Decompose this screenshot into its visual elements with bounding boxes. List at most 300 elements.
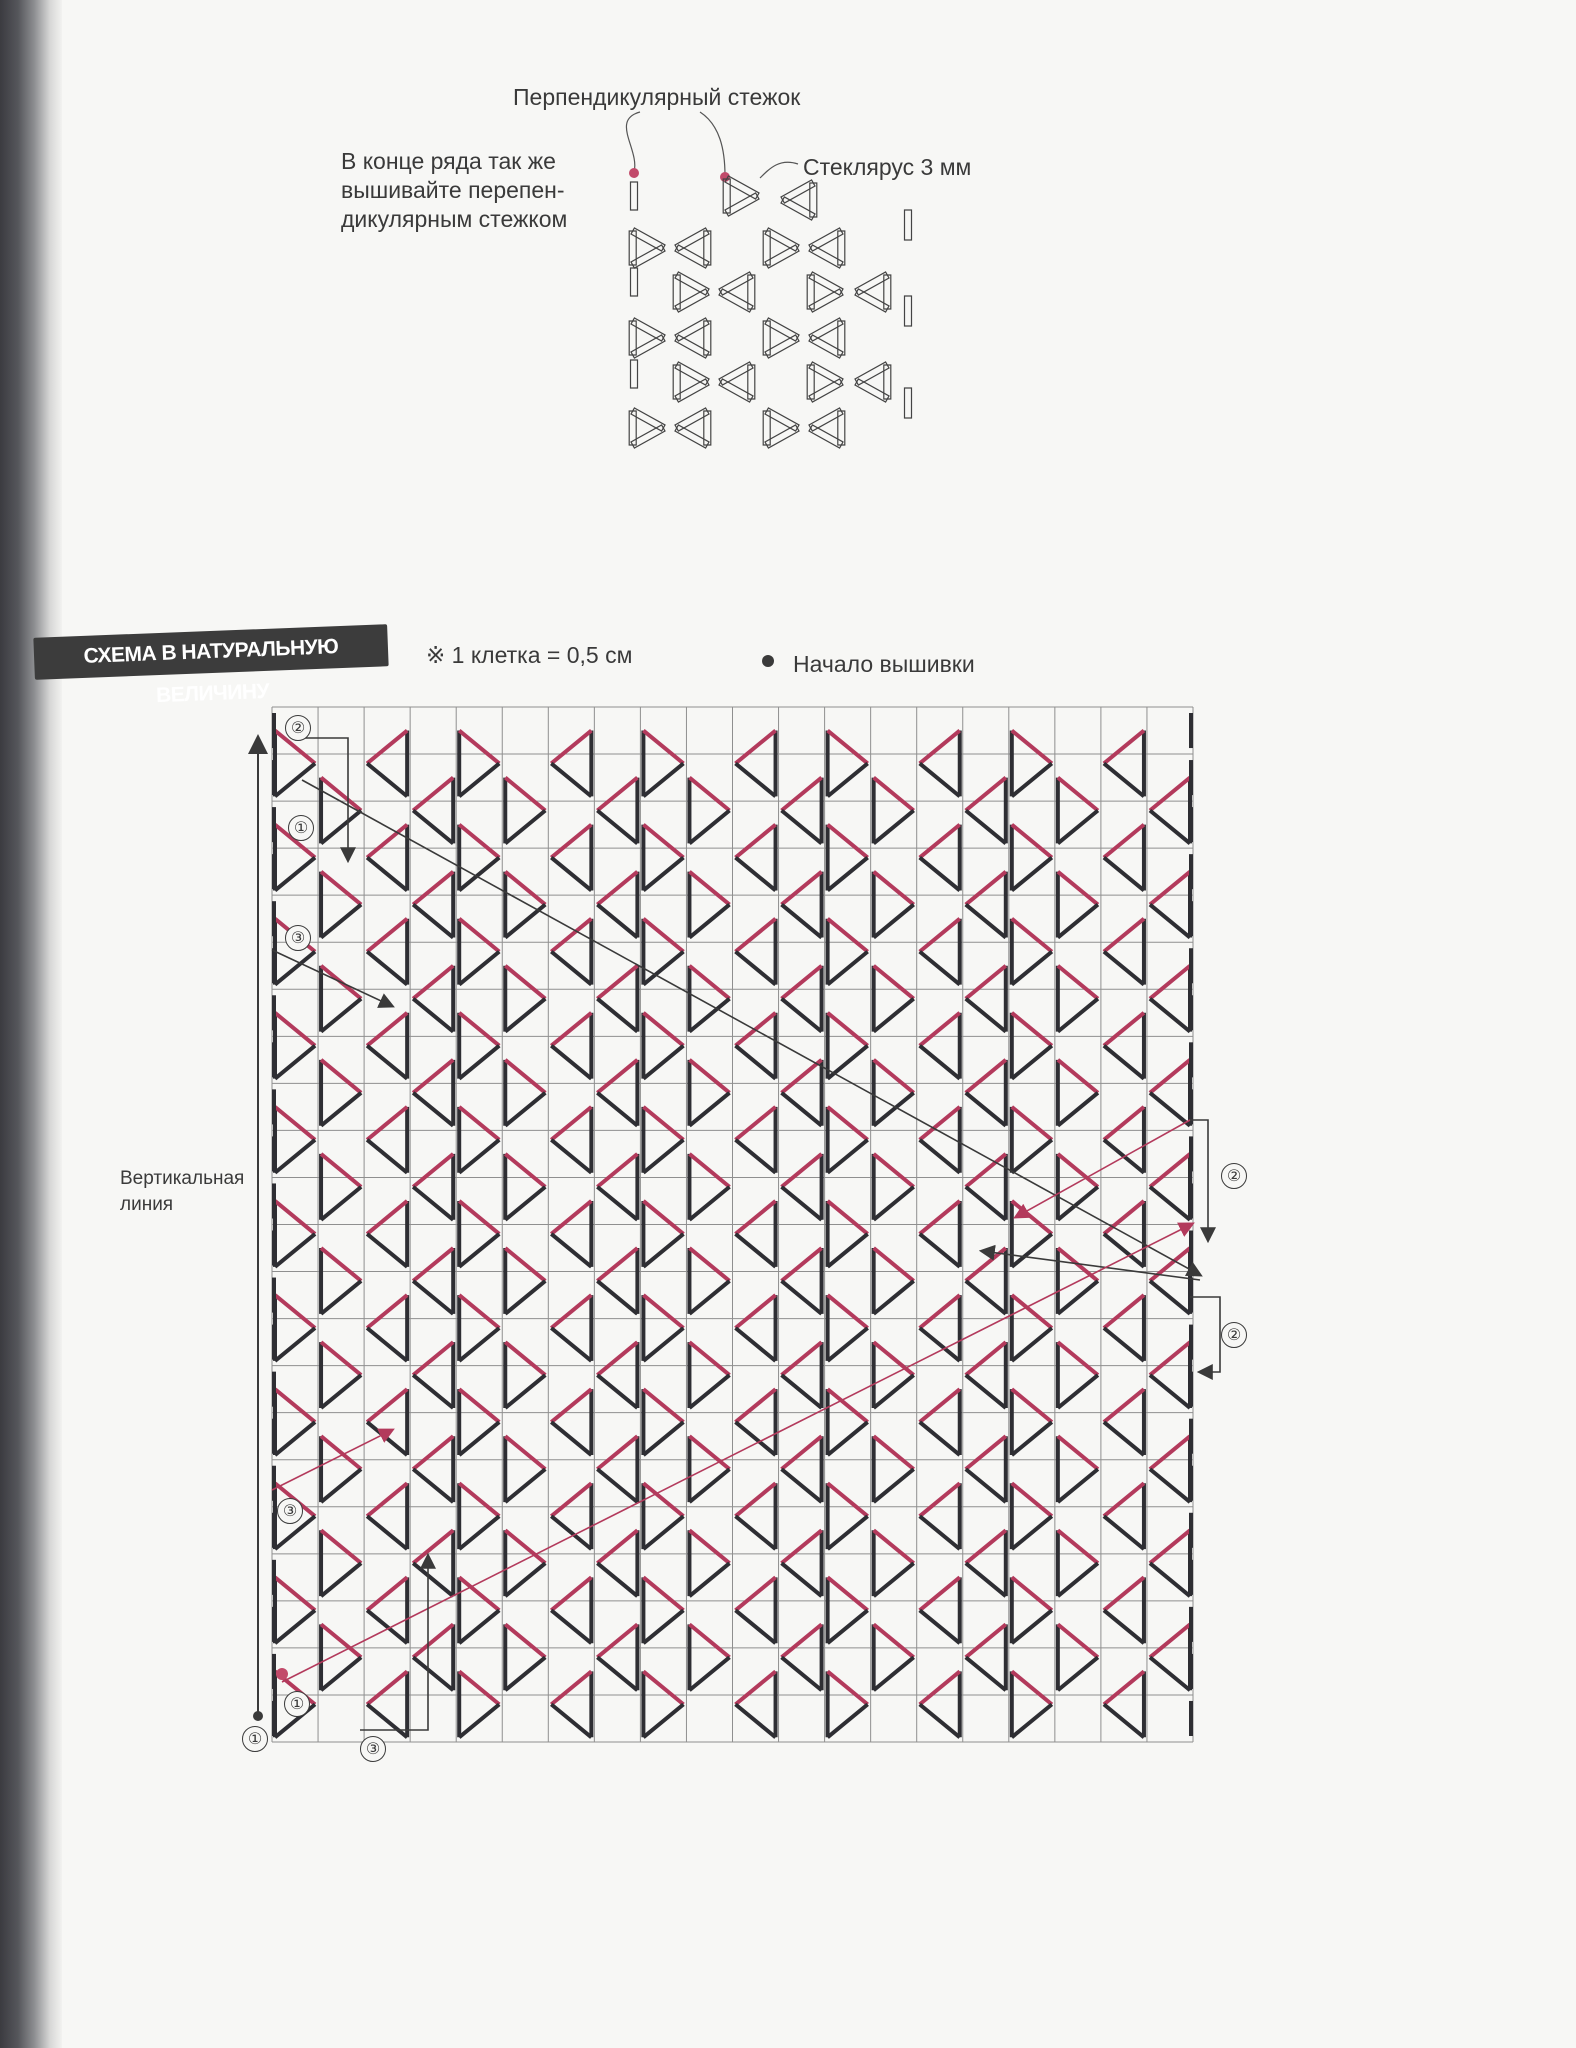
bead-stitch [367,1234,407,1267]
step-number-3-bottom: ③ [360,1736,386,1762]
bead-stitch [367,1201,407,1234]
bead-stitch [874,811,914,844]
bead-stitch [966,999,1006,1032]
bead-stitch [459,1046,499,1079]
bead-stitch [1012,1046,1052,1079]
bead-stitch [413,1342,453,1375]
bead-stitch [321,1375,361,1408]
bead-stitch [367,1107,407,1140]
bead-stitch [782,1154,822,1187]
bead-stitch [551,1201,591,1234]
bead-stitch [874,966,914,999]
bead-stitch [643,1483,683,1516]
bead-stitch [413,1187,453,1220]
bead-stitch [551,858,591,891]
bead-stitch [505,1342,545,1375]
bead-stitch [1104,1295,1144,1328]
bead-stitch [643,1610,683,1643]
bead-stitch [1012,825,1052,858]
bead-stitch [1058,1530,1098,1563]
bead-stitch [828,1013,868,1046]
bead-stitch [736,1516,776,1549]
bead-stitch [736,1577,776,1610]
bead-stitch [1104,858,1144,891]
bead-stitch [413,1563,453,1596]
bead-stitch [1150,872,1190,905]
callout-dot-right [720,172,730,182]
bead-stitch [782,1248,822,1281]
bead-stitch [920,1422,960,1455]
bead-stitch [1012,1483,1052,1516]
bead-stitch [275,1013,315,1046]
bead-stitch [1104,1328,1144,1361]
bead-stitch [966,811,1006,844]
bead-stitch [643,1328,683,1361]
bead-stitch [1058,1093,1098,1126]
bead-stitch [597,1093,637,1126]
bead-stitch [782,1563,822,1596]
bead-stitch [459,763,499,796]
bead-stitch [689,999,729,1032]
bead-stitch [966,1281,1006,1314]
bead-stitch [828,952,868,985]
bead-stitch [367,919,407,952]
bead-stitch [643,1516,683,1549]
bead-stitch [1104,1516,1144,1549]
bead-stitch [413,905,453,938]
bead-stitch [874,1248,914,1281]
bead-stitch [920,763,960,796]
bead-stitch [782,1624,822,1657]
bead-stitch [966,966,1006,999]
step-number-1-start: ① [242,1726,268,1752]
bead-stitch [782,1060,822,1093]
bead-stitch [689,1281,729,1314]
mini-bead-diagram [629,176,911,448]
bead-stitch [367,1140,407,1173]
vertical-line-label-line-2: линия [120,1194,174,1215]
bead-stitch [1150,1154,1190,1187]
bead-stitch [1104,1389,1144,1422]
bead-stitch [1104,1483,1144,1516]
bead-stitch [597,1060,637,1093]
bead-stitch [1150,1624,1190,1657]
bead-stitch [920,825,960,858]
bead-stitch [505,1624,545,1657]
bead-stitch [275,1422,315,1455]
bead-stitch [874,1657,914,1690]
bead-stitch [736,1140,776,1173]
bead-stitch [275,1201,315,1234]
row-end-note-line-2: вышивайте перепен- [341,177,565,203]
bead-stitch [966,778,1006,811]
bead-stitch [920,1234,960,1267]
bead-stitch [551,1013,591,1046]
bead-stitch [828,1671,868,1704]
bead-stitch [367,952,407,985]
bead-stitch [1012,1610,1052,1643]
vertical-line-start-dot [253,1711,263,1721]
bead-stitch [597,1469,637,1502]
bead-stitch [736,1704,776,1737]
bead-stitch [1150,966,1190,999]
bead-stitch [782,1093,822,1126]
bead-stitch [367,825,407,858]
bead-stitch [736,763,776,796]
bead-stitch [828,919,868,952]
bead-stitch [828,1389,868,1422]
bead-stitch [321,1342,361,1375]
bead-stitch [459,1704,499,1737]
bead-stitch [874,1469,914,1502]
start-legend-label: Начало вышивки [793,651,975,677]
bead-stitch [551,1577,591,1610]
bead-stitch [551,1046,591,1079]
bead-stitch [1104,1704,1144,1737]
bead-stitch [874,905,914,938]
bead-stitch [643,1046,683,1079]
bead-stitch [920,1577,960,1610]
bead-stitch [459,919,499,952]
bead-stitch [689,1060,729,1093]
bead-stitch [966,1060,1006,1093]
full-size-chart [253,707,1220,1742]
bead-stitch [551,1140,591,1173]
bead-stitch [459,1328,499,1361]
bead-stitch [689,811,729,844]
bead-stitch [1150,811,1190,844]
step-number-2-right-lower: ② [1221,1322,1247,1348]
bead-stitch [1150,1342,1190,1375]
bead-stitch [275,1389,315,1422]
bead-stitch [321,811,361,844]
step-number-1-bottom: ① [284,1691,310,1717]
bead-stitch [1150,1469,1190,1502]
bead-stitch [413,1469,453,1502]
bead-stitch [597,1624,637,1657]
bead-stitch [551,1295,591,1328]
bead-stitch [275,1046,315,1079]
bead-stitch [782,1469,822,1502]
bead-stitch [459,1671,499,1704]
bead-stitch [874,1060,914,1093]
bead-stitch [1150,1657,1190,1690]
bead-stitch [874,1375,914,1408]
bead-stitch [1058,1436,1098,1469]
bead-stitch [1058,1375,1098,1408]
bead-stitch [1104,731,1144,764]
bead-stitch [643,763,683,796]
bead-stitch [828,1516,868,1549]
bead-stitch [1012,1328,1052,1361]
bead-stitch [413,1657,453,1690]
bead-stitch [321,1657,361,1690]
bugle-bead-label: Стеклярус 3 мм [803,154,972,180]
bead-stitch [1104,1201,1144,1234]
bead-stitch [505,905,545,938]
bead-stitch [275,1295,315,1328]
bead-stitch [321,1436,361,1469]
bead-stitch [459,1295,499,1328]
bead-stitch [413,1248,453,1281]
scale-note: ※ 1 клетка = 0,5 см [426,642,633,668]
bead-stitch [459,1234,499,1267]
bead-stitch [597,778,637,811]
bead-stitch [643,1389,683,1422]
bead-stitch [736,731,776,764]
bead-stitch [459,825,499,858]
bead-stitch [782,778,822,811]
bead-stitch [505,1375,545,1408]
bead-stitch [505,778,545,811]
bead-stitch [689,1342,729,1375]
bead-stitch [1058,1563,1098,1596]
bead-stitch [689,778,729,811]
bead-stitch [689,1187,729,1220]
bead-stitch [321,905,361,938]
bead-stitch [736,1295,776,1328]
bead-stitch [367,1013,407,1046]
bead-stitch [874,872,914,905]
bead-stitch [1104,1046,1144,1079]
arrow-pink-return [1016,1120,1190,1217]
step-number-2-right-upper: ② [1221,1163,1247,1189]
bead-stitch [1058,966,1098,999]
bead-stitch [1012,731,1052,764]
bugle-bead [905,388,912,418]
bead-stitch [505,872,545,905]
bead-stitch [321,872,361,905]
bead-stitch [828,858,868,891]
bead-stitch [459,1610,499,1643]
bead-stitch [736,1610,776,1643]
bead-stitch [689,1563,729,1596]
bead-stitch [736,825,776,858]
bead-stitch [828,1422,868,1455]
bead-stitch [736,919,776,952]
bead-stitch [413,1624,453,1657]
bead-stitch [782,1530,822,1563]
bead-stitch [275,858,315,891]
bead-stitch [966,1563,1006,1596]
bead-stitch [874,1154,914,1187]
bead-stitch [1104,1610,1144,1643]
bead-stitch [367,858,407,891]
bead-stitch [597,872,637,905]
bead-stitch [321,1530,361,1563]
bead-stitch [736,1483,776,1516]
bead-stitch [321,1281,361,1314]
bead-stitch [413,778,453,811]
bead-stitch [828,1610,868,1643]
bead-stitch [874,1187,914,1220]
bead-stitch [966,1657,1006,1690]
bead-stitch [367,1704,407,1737]
bead-stitch [1012,1704,1052,1737]
bead-stitch [874,1342,914,1375]
bead-stitch [275,1234,315,1267]
bead-stitch [828,1328,868,1361]
bead-stitch [551,731,591,764]
bead-stitch [551,1610,591,1643]
bead-stitch [643,858,683,891]
bead-stitch [920,1671,960,1704]
bead-stitch [597,1342,637,1375]
bead-stitch [736,1328,776,1361]
bead-stitch [505,966,545,999]
bead-stitch [1150,999,1190,1032]
bead-stitch [1012,1201,1052,1234]
bead-stitch [920,1610,960,1643]
step-number-1-top: ① [288,815,314,841]
bead-stitch [966,1530,1006,1563]
bead-stitch [1104,1107,1144,1140]
bead-stitch [782,999,822,1032]
bead-stitch [782,1436,822,1469]
bead-stitch [321,1060,361,1093]
bead-stitch [413,1281,453,1314]
bead-stitch [551,1704,591,1737]
bugle-bead [905,296,912,326]
bead-stitch [1058,1060,1098,1093]
bead-stitch [782,1342,822,1375]
bead-stitch [782,905,822,938]
bead-stitch [1150,1375,1190,1408]
bead-stitch [782,966,822,999]
bead-stitch [689,1154,729,1187]
bead-stitch [966,1154,1006,1187]
start-legend-dot [762,655,774,667]
bead-stitch [413,1060,453,1093]
bead-stitch [689,966,729,999]
bead-stitch [367,1516,407,1549]
bead-stitch [413,1530,453,1563]
bead-stitch [1012,919,1052,952]
bead-stitch [459,1107,499,1140]
bead-stitch [505,1657,545,1690]
bead-stitch [597,966,637,999]
bead-stitch [597,1187,637,1220]
leader-line-right [700,112,725,176]
bead-stitch [966,1187,1006,1220]
bead-stitch [736,1234,776,1267]
bead-stitch [505,1281,545,1314]
bead-stitch [551,763,591,796]
bead-stitch [1058,811,1098,844]
bead-stitch [459,1389,499,1422]
start-dot [276,1668,288,1680]
bead-stitch [505,999,545,1032]
bead-stitch [551,1107,591,1140]
bead-stitch [1150,778,1190,811]
bead-stitch [1058,1281,1098,1314]
bead-stitch [1104,919,1144,952]
bead-stitch [1150,1093,1190,1126]
bead-stitch [505,1187,545,1220]
bead-stitch [367,731,407,764]
bead-stitch [920,1201,960,1234]
full-size-chart-banner: СХЕМА В НАТУРАЛЬНУЮ ВЕЛИЧИНУ [33,624,388,680]
bead-stitch [736,1389,776,1422]
row-end-note-line-1: В конце ряда так же [341,148,556,174]
bead-stitch [413,999,453,1032]
bead-stitch [275,1577,315,1610]
bead-stitch [920,919,960,952]
bead-stitch [597,1657,637,1690]
bead-stitch [597,1281,637,1314]
bead-stitch [643,1671,683,1704]
bead-stitch [321,1469,361,1502]
perpendicular-stitch-label: Перпендикулярный стежок [513,84,801,110]
bead-stitch [736,1046,776,1079]
bead-stitch [828,1234,868,1267]
bead-stitch [1058,999,1098,1032]
bead-stitch [966,872,1006,905]
bead-stitch [1012,1107,1052,1140]
bead-stitch [367,1328,407,1361]
bead-stitch [505,1563,545,1596]
bead-stitch [413,1154,453,1187]
bead-stitch [321,1563,361,1596]
bead-stitch [736,1201,776,1234]
bead-stitch [920,1013,960,1046]
bead-stitch [1104,825,1144,858]
bead-stitch [736,1107,776,1140]
bead-stitch [1150,905,1190,938]
bead-stitch [505,811,545,844]
bead-stitch [736,858,776,891]
bead-stitch [1058,905,1098,938]
bead-stitch [828,1201,868,1234]
bead-stitch [413,811,453,844]
bead-stitch [643,1295,683,1328]
bead-stitch [966,905,1006,938]
bead-stitch [643,1107,683,1140]
bead-stitch [551,952,591,985]
bead-stitch [920,1046,960,1079]
bead-stitch [597,1154,637,1187]
bead-stitch [1104,1577,1144,1610]
bead-stitch [828,1483,868,1516]
bead-stitch [367,1483,407,1516]
bead-stitch [1012,858,1052,891]
bead-stitch [920,952,960,985]
bead-stitch [643,1422,683,1455]
bead-stitch [966,1469,1006,1502]
bead-stitch [275,1140,315,1173]
bead-stitch [828,731,868,764]
bugle-bead [631,360,638,388]
bead-stitch [1104,1013,1144,1046]
bead-stitch [1150,1187,1190,1220]
bead-stitch [413,1436,453,1469]
bead-stitch [828,1295,868,1328]
bead-stitch [966,1375,1006,1408]
bead-stitch [643,1201,683,1234]
bead-stitch [459,1201,499,1234]
bead-stitch [413,1093,453,1126]
bugle-bead [631,268,638,296]
bead-stitch [1012,1577,1052,1610]
bead-stitch [689,1436,729,1469]
step-number-3-bottom-left: ③ [277,1498,303,1524]
bead-stitch [505,1469,545,1502]
bead-stitch [1104,952,1144,985]
bead-stitch [1012,1234,1052,1267]
bead-stitch [736,952,776,985]
bead-stitch [828,1140,868,1173]
bead-stitch [1012,763,1052,796]
